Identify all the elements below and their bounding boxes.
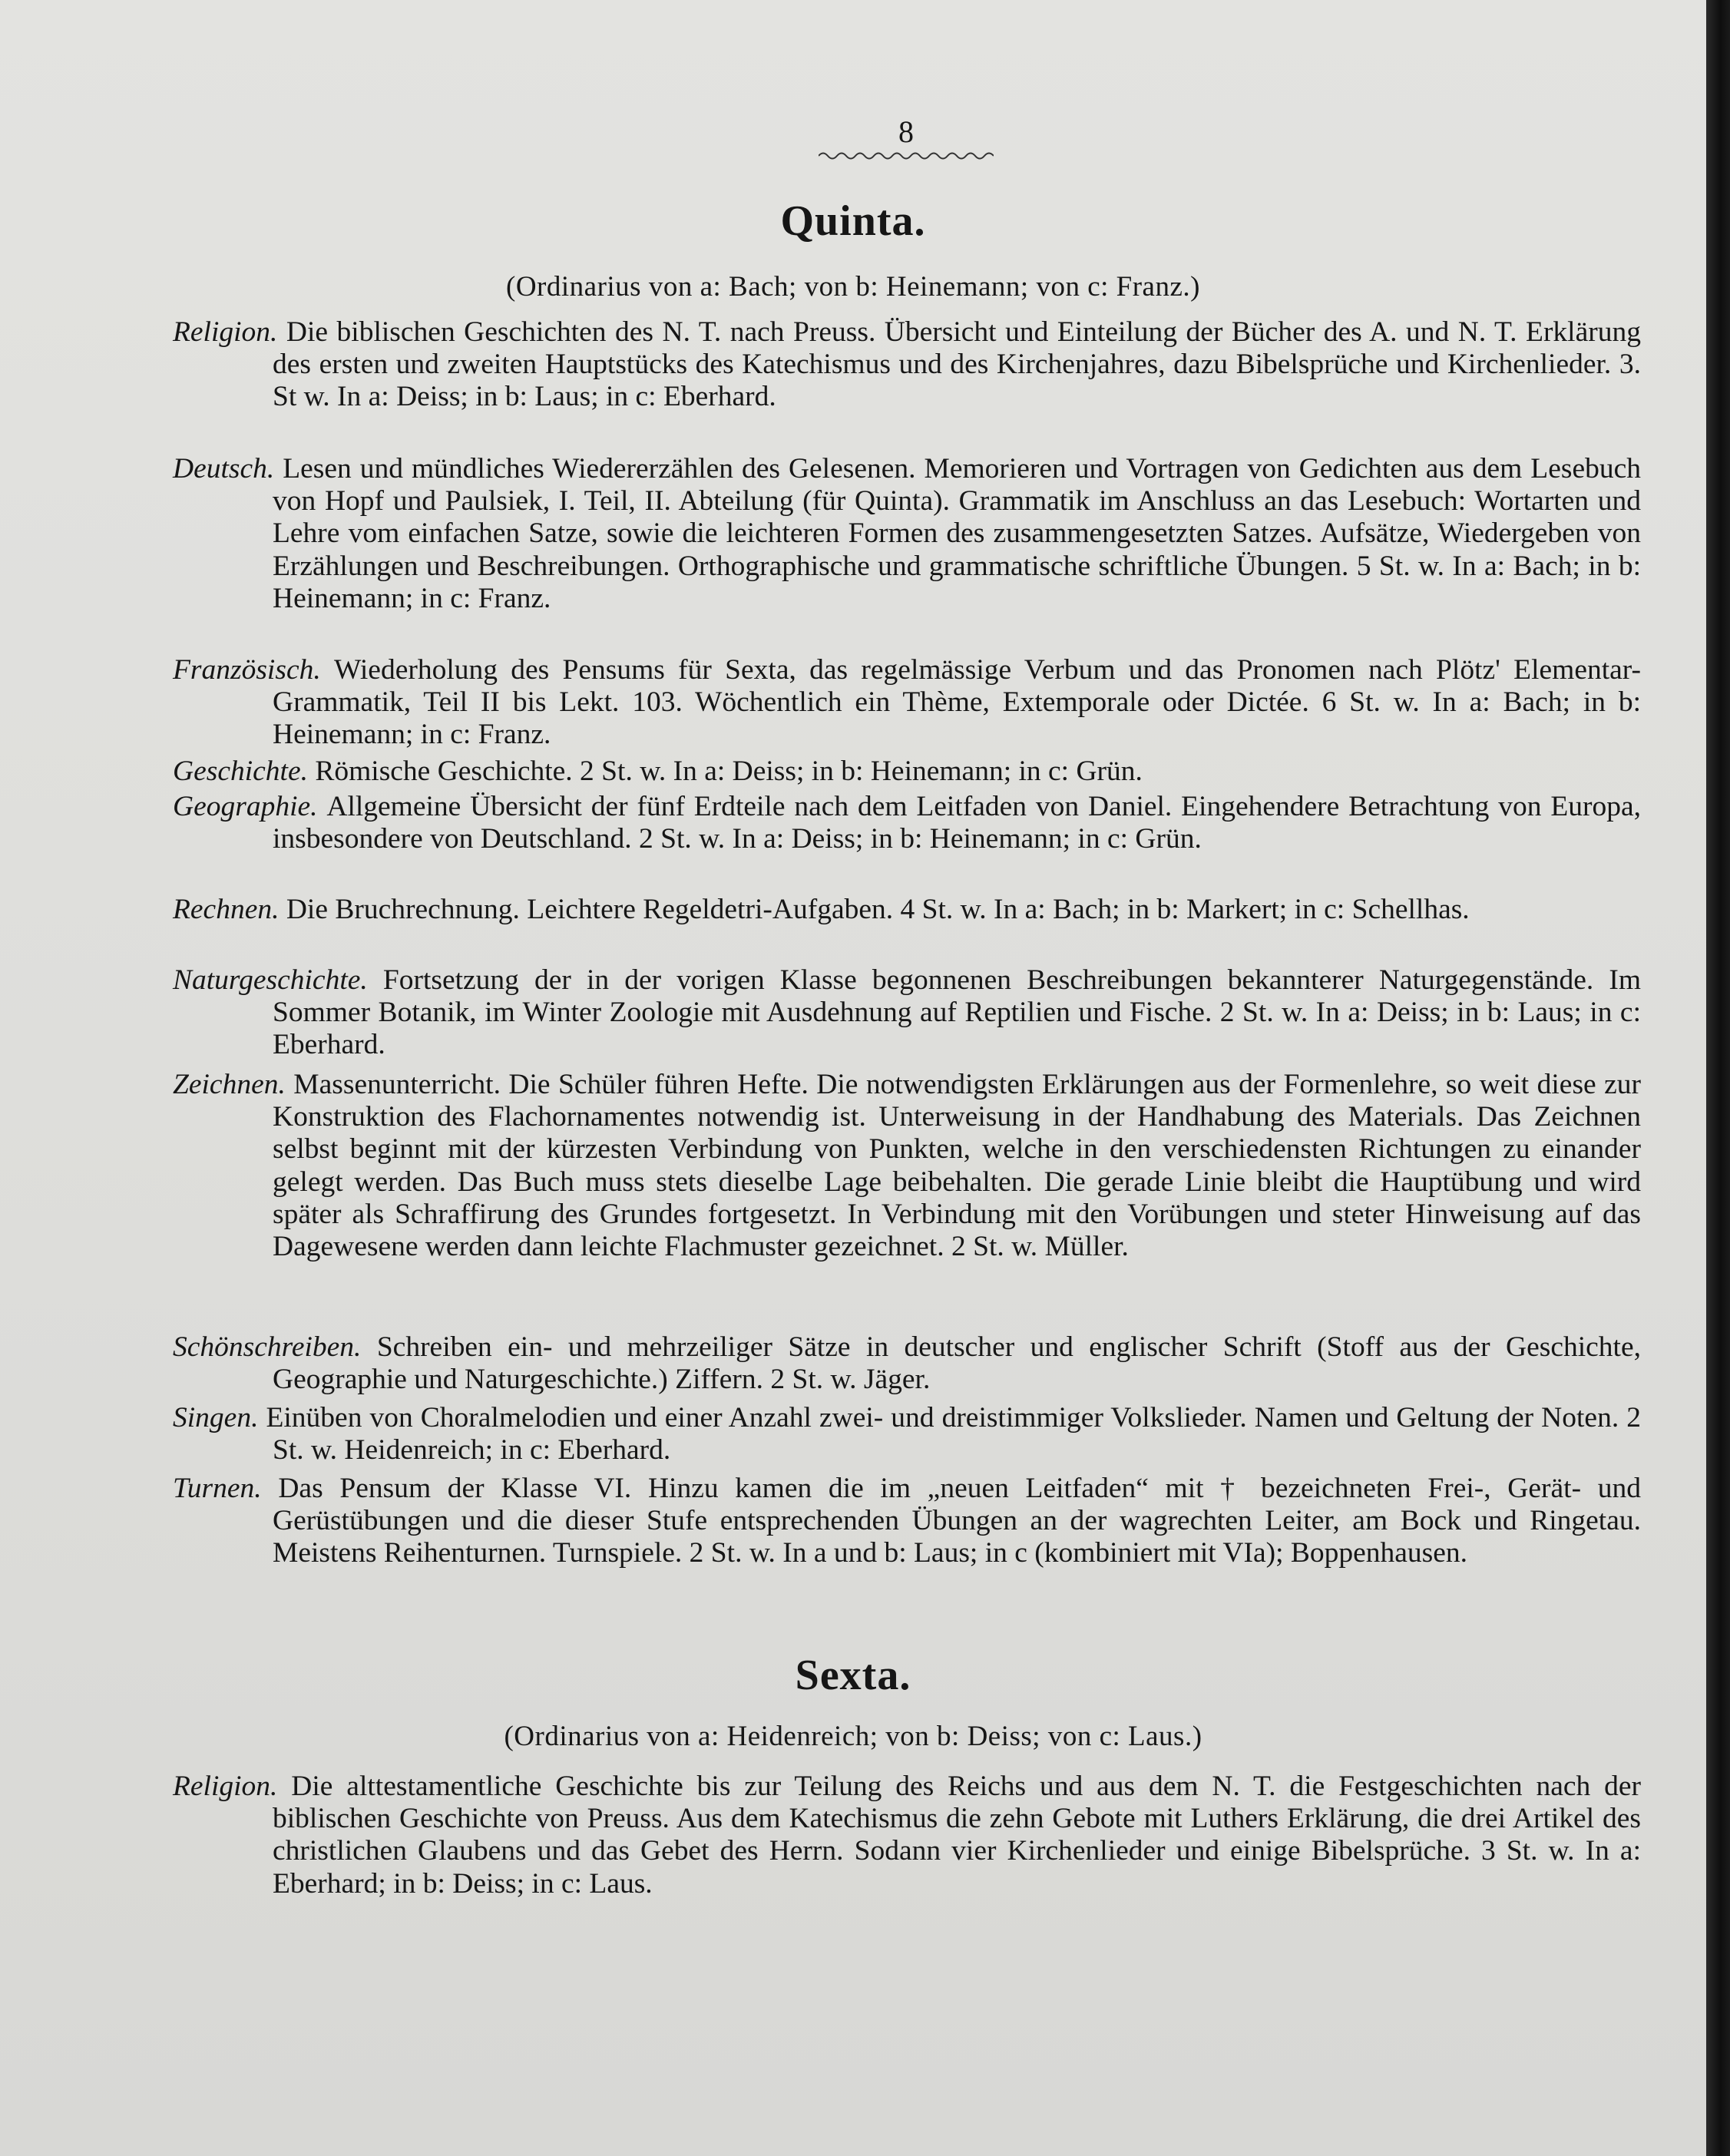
entry-deutsch-quinta <box>173 453 1641 615</box>
subject-label: Naturgeschichte. <box>173 964 383 996</box>
ordinarius-sexta: (Ordinarius von a: Heidenreich; von b: Deiss; von c: Laus.) <box>504 1721 1202 1752</box>
entry-text: Wiederholung des Pensums für Sexta, das regelmässige Verbum und das Pronomen nach Plötz' Elementar-Grammatik, Teil II bis Lekt. 103. Wöchentlich ein Thème, Extemporale oder Dictée. 6 St. w. In a: Bach; in b: Heinemann; in c: Franz. <box>273 654 1642 751</box>
entry-text: Die Bruchrechnung. Leichtere Regeldetri-Aufgaben. 4 St. w. In a: Bach; in b: Markert; in c: Schellhas. <box>286 894 1470 925</box>
section-title-sexta: Sexta. <box>795 1652 911 1699</box>
subject-label: Geographie. <box>173 791 327 822</box>
subject-label: Schönschreiben. <box>173 1331 377 1363</box>
entry-religion-quinta <box>173 316 1641 414</box>
entry-text: Das Pensum der Klasse VI. Hinzu kamen die im „neuen Leitfaden“ mit † bezeichneten Frei-, Gerät- und Gerüstübungen und die dieser Stufe entsprechenden Übungen an der wagrechten Leiter, am Bock und Ringetau. Meistens Reihenturnen. Turnspiele. 2 St. w. In a und b: Laus; in c (kombiniert mit VIa); Boppenhausen. <box>273 1473 1641 1569</box>
subject-label: Französisch. <box>173 654 334 686</box>
entry-zeichnen-quinta <box>173 1069 1641 1263</box>
entry-text: Die alttestamentliche Geschichte bis zur Teilung des Reichs und aus dem N. T. die Festgeschichten nach der biblischen Geschichte von Preuss. Aus dem Katechismus die zehn Gebote mit Luthers Erklärung, die drei Artikel des christlichen Glaubens und das Gebet des Herrn. Sodann vier Kirchenlieder und einige Bibelsprüche. 3 St. w. In a: Eberhard; in b: Deiss; in c: Laus. <box>273 1771 1641 1900</box>
ordinarius-quinta: (Ordinarius von a: Bach; von b: Heinemann; von c: Franz.) <box>506 271 1200 303</box>
entry-geschichte-quinta <box>173 756 1641 788</box>
subject-label: Zeichnen. <box>173 1069 294 1100</box>
entry-text: Massenunterricht. Die Schüler führen Hefte. Die notwendigsten Erklärungen aus der Formenlehre, so weit diese zur Konstruktion des Flachornamentes notwendig ist. Unterweisung in der Handhabung des Materials. Das Zeichnen selbst beginnt mit der kürzesten Verbindung von Punkten, welche in den verschiedensten Richtungen zu einander gelegt werden. Das Buch muss stets dieselbe Lage beibehalten. Die gerade Linie bleibt die Hauptübung und wird später als Schraffirung des Grundes fortgesetzt. In Verbindung mit den Vorübungen und steter Hinweisung auf das Dagewesene werden dann leichte Flachmuster gezeichnet. 2 St. w. Müller. <box>273 1069 1641 1263</box>
subject-label: Turnen. <box>173 1473 279 1504</box>
subject-label: Religion. <box>173 1771 292 1802</box>
page-number-ornament <box>819 150 994 161</box>
entry-text: Die biblischen Geschichten des N. T. nach Preuss. Übersicht und Einteilung der Bücher des A. und N. T. Erklärung des ersten und zweiten Hauptstücks des Katechismus und des Kirchenjahres, dazu Bibelsprüche und Kirchenlieder. 3. St w. In a: Deiss; in b: Laus; in c: Eberhard. <box>273 316 1641 413</box>
entry-franzoesisch-quinta <box>173 654 1641 752</box>
subject-label: Religion. <box>173 316 286 348</box>
entry-rechnen-quinta <box>173 894 1641 926</box>
section-title-quinta: Quinta. <box>780 197 926 245</box>
entry-schoenschreiben-quinta <box>173 1331 1641 1396</box>
entry-turnen-quinta <box>173 1473 1641 1570</box>
entry-text: Lesen und mündliches Wiedererzählen des Gelesenen. Memorieren und Vortragen von Gedichten aus dem Lesebuch von Hopf und Paulsiek, I. Teil, II. Abteilung (für Quinta). Grammatik im Anschluss an das Lesebuch: Wortarten und Lehre vom einfachen Satze, sowie die leichteren Formen des zusammengesetzten Satzes. Aufsätze, Wiedergeben von Erzählungen und Beschreibungen. Orthographische und grammatische schriftliche Übungen. 5 St. w. In a: Bach; in b: Heinemann; in c: Franz. <box>273 453 1641 614</box>
entry-geographie-quinta <box>173 791 1641 855</box>
entry-singen-quinta <box>173 1402 1641 1467</box>
subject-label: Deutsch. <box>173 453 283 484</box>
entry-text: Einüben von Choralmelodien und einer Anzahl zwei- und dreistimmiger Volkslieder. Namen und Geltung der Noten. 2 St. w. Heidenreich; in c: Eberhard. <box>266 1402 1641 1467</box>
entry-text: Schreiben ein- und mehrzeiliger Sätze in deutscher und englischer Schrift (Stoff aus der Geschichte, Geographie und Naturgeschichte.) Ziffern. 2 St. w. Jäger. <box>273 1331 1641 1396</box>
subject-label: Singen. <box>173 1402 266 1433</box>
subject-label: Geschichte. <box>173 756 316 787</box>
entry-text: Römische Geschichte. 2 St. w. In a: Deiss; in b: Heinemann; in c: Grün. <box>315 756 1143 787</box>
entry-text: Allgemeine Übersicht der fünf Erdteile nach dem Leitfaden von Daniel. Eingehendere Betrachtung von Europa, insbesondere von Deutschland. 2 St. w. In a: Deiss; in b: Heinemann; in c: Grün. <box>273 791 1641 855</box>
page-binding-edge <box>1706 0 1730 2156</box>
entry-naturgeschichte-quinta <box>173 964 1641 1062</box>
entry-text: Fortsetzung der in der vorigen Klasse begonnenen Beschreibungen bekannterer Naturgegenstände. Im Sommer Botanik, im Winter Zoologie mit Ausdehnung auf Reptilien und Fische. 2 St. w. In a: Deiss; in b: Laus; in c: Eberhard. <box>273 964 1641 1061</box>
page-number: 8 <box>898 114 914 149</box>
subject-label: Rechnen. <box>173 894 286 925</box>
entry-religion-sexta <box>173 1771 1641 1900</box>
